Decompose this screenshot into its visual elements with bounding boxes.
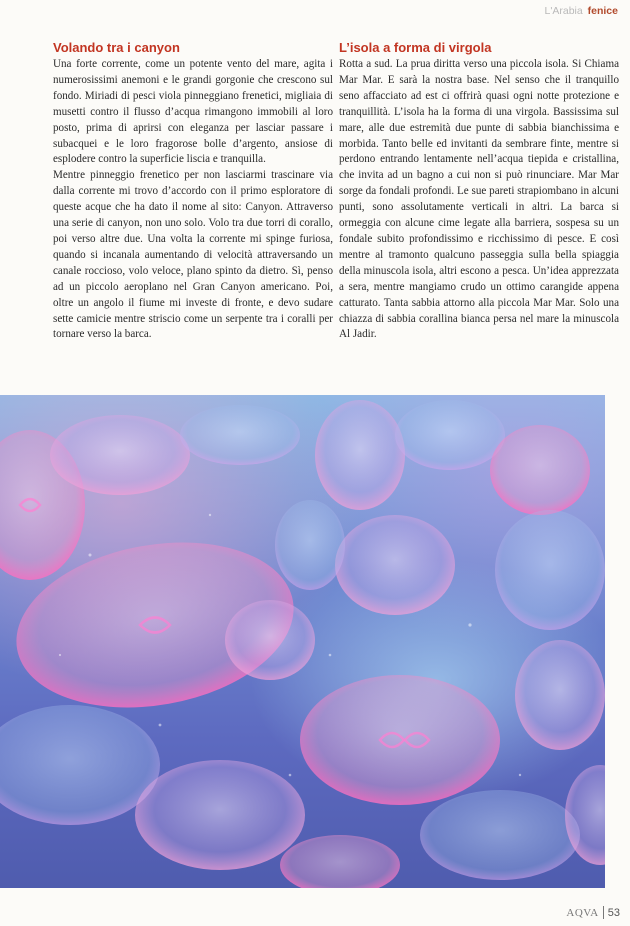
left-paragraph-1: Una forte corrente, come un potente vento del mare, agita i numerosissimi anemoni e le grandi gorgonie che crescono sul fondo. Miriadi di pesci viola pinneggiano frenetici, migliaia di musetti contro il flusso d’acqua rimangono immobili al loro posto, prima di aprirsi con eleganza per lasciar passare i subacquei e le loro fragorose bolle d’argento, ansiose di esplodere contro la superficie liscia e tranquilla. (53, 58, 333, 166)
page-footer (566, 906, 620, 919)
jellyfish-shapes (0, 400, 605, 888)
right-paragraph-1: Rotta a sud. La prua diritta verso una piccola isola. Si Chiama Mar Mar. E sarà la nostra base. Nel senso che il tranquillo seno affacciato ad est ci offrirà quasi ogni notte protezione e tranquillità. L’isola ha la forma di una virgola. Bassissima sul mare, alle due estremità due punte di sabbia bianchissima e morbida. Tanto belle ed invitanti da sembrare finte, mentre si perdono entrando lentamente nell’acqua tiepida e cristallina, che invita ad un bagno a cui non si può rinunciare. Mar Mar sorge da fondali profondi. Le sue pareti strapiombano in alcuni punti, sono assolutamente verticali in altri. La barca si ormeggia con alcune cime legate alla barriera, sospesa su un fondale subito profondissimo e ricchissimo di pesce. E così mentre al tramonto qualcuno passeggia sulla bella spiaggia della minuscola isola, altri escono a pesca. Un’idea apprezzata a sera, mentre mangiamo crudo un ottimo carangide appena catturato. Tanta sabbia attorno alla piccola Mar Mar. Solo una chiazza di sabbia corallina bianca persa nel mare la minuscola Al Jadir. (339, 58, 619, 341)
left-column (53, 40, 333, 343)
footer-divider (603, 906, 604, 919)
running-head (545, 5, 618, 17)
right-column-heading: L’isola a forma di virgola (339, 40, 492, 55)
jellyfish-illustration (0, 395, 605, 888)
magazine-name: AQVA (566, 906, 599, 919)
page-number: 53 (607, 906, 620, 919)
right-column-body (339, 57, 619, 343)
jellyfish-photo (0, 395, 605, 888)
right-column (339, 40, 619, 343)
left-column-heading: Volando tra i canyon (53, 40, 180, 55)
running-head-prefix: L'Arabia (544, 5, 583, 17)
left-column-body (53, 57, 333, 343)
running-head-section: fenice (587, 5, 618, 17)
left-paragraph-2: Mentre pinneggio frenetico per non lasciarmi trascinare via dalla corrente mi trovo d’accordo con il primo esploratore di queste acque che ha dato il nome al sito: Canyon. Attraverso una serie di canyon, non uno solo. Volo tra due torri di corallo, poi verso altre due. Una volta la corrente mi spinge furiosa, quando si incanala aumentando di velocità attraversando un canale roccioso, volo veloce, plano spinto da dietro. Sì, penso ad un piccolo aeroplano nel Gran Canyon americano. Poi, oltre un angolo il fiume mi investe di fronte, e devo sudare sette camicie mentre striscio come un serpente tra i coralli per tornare verso la barca. (53, 169, 333, 341)
